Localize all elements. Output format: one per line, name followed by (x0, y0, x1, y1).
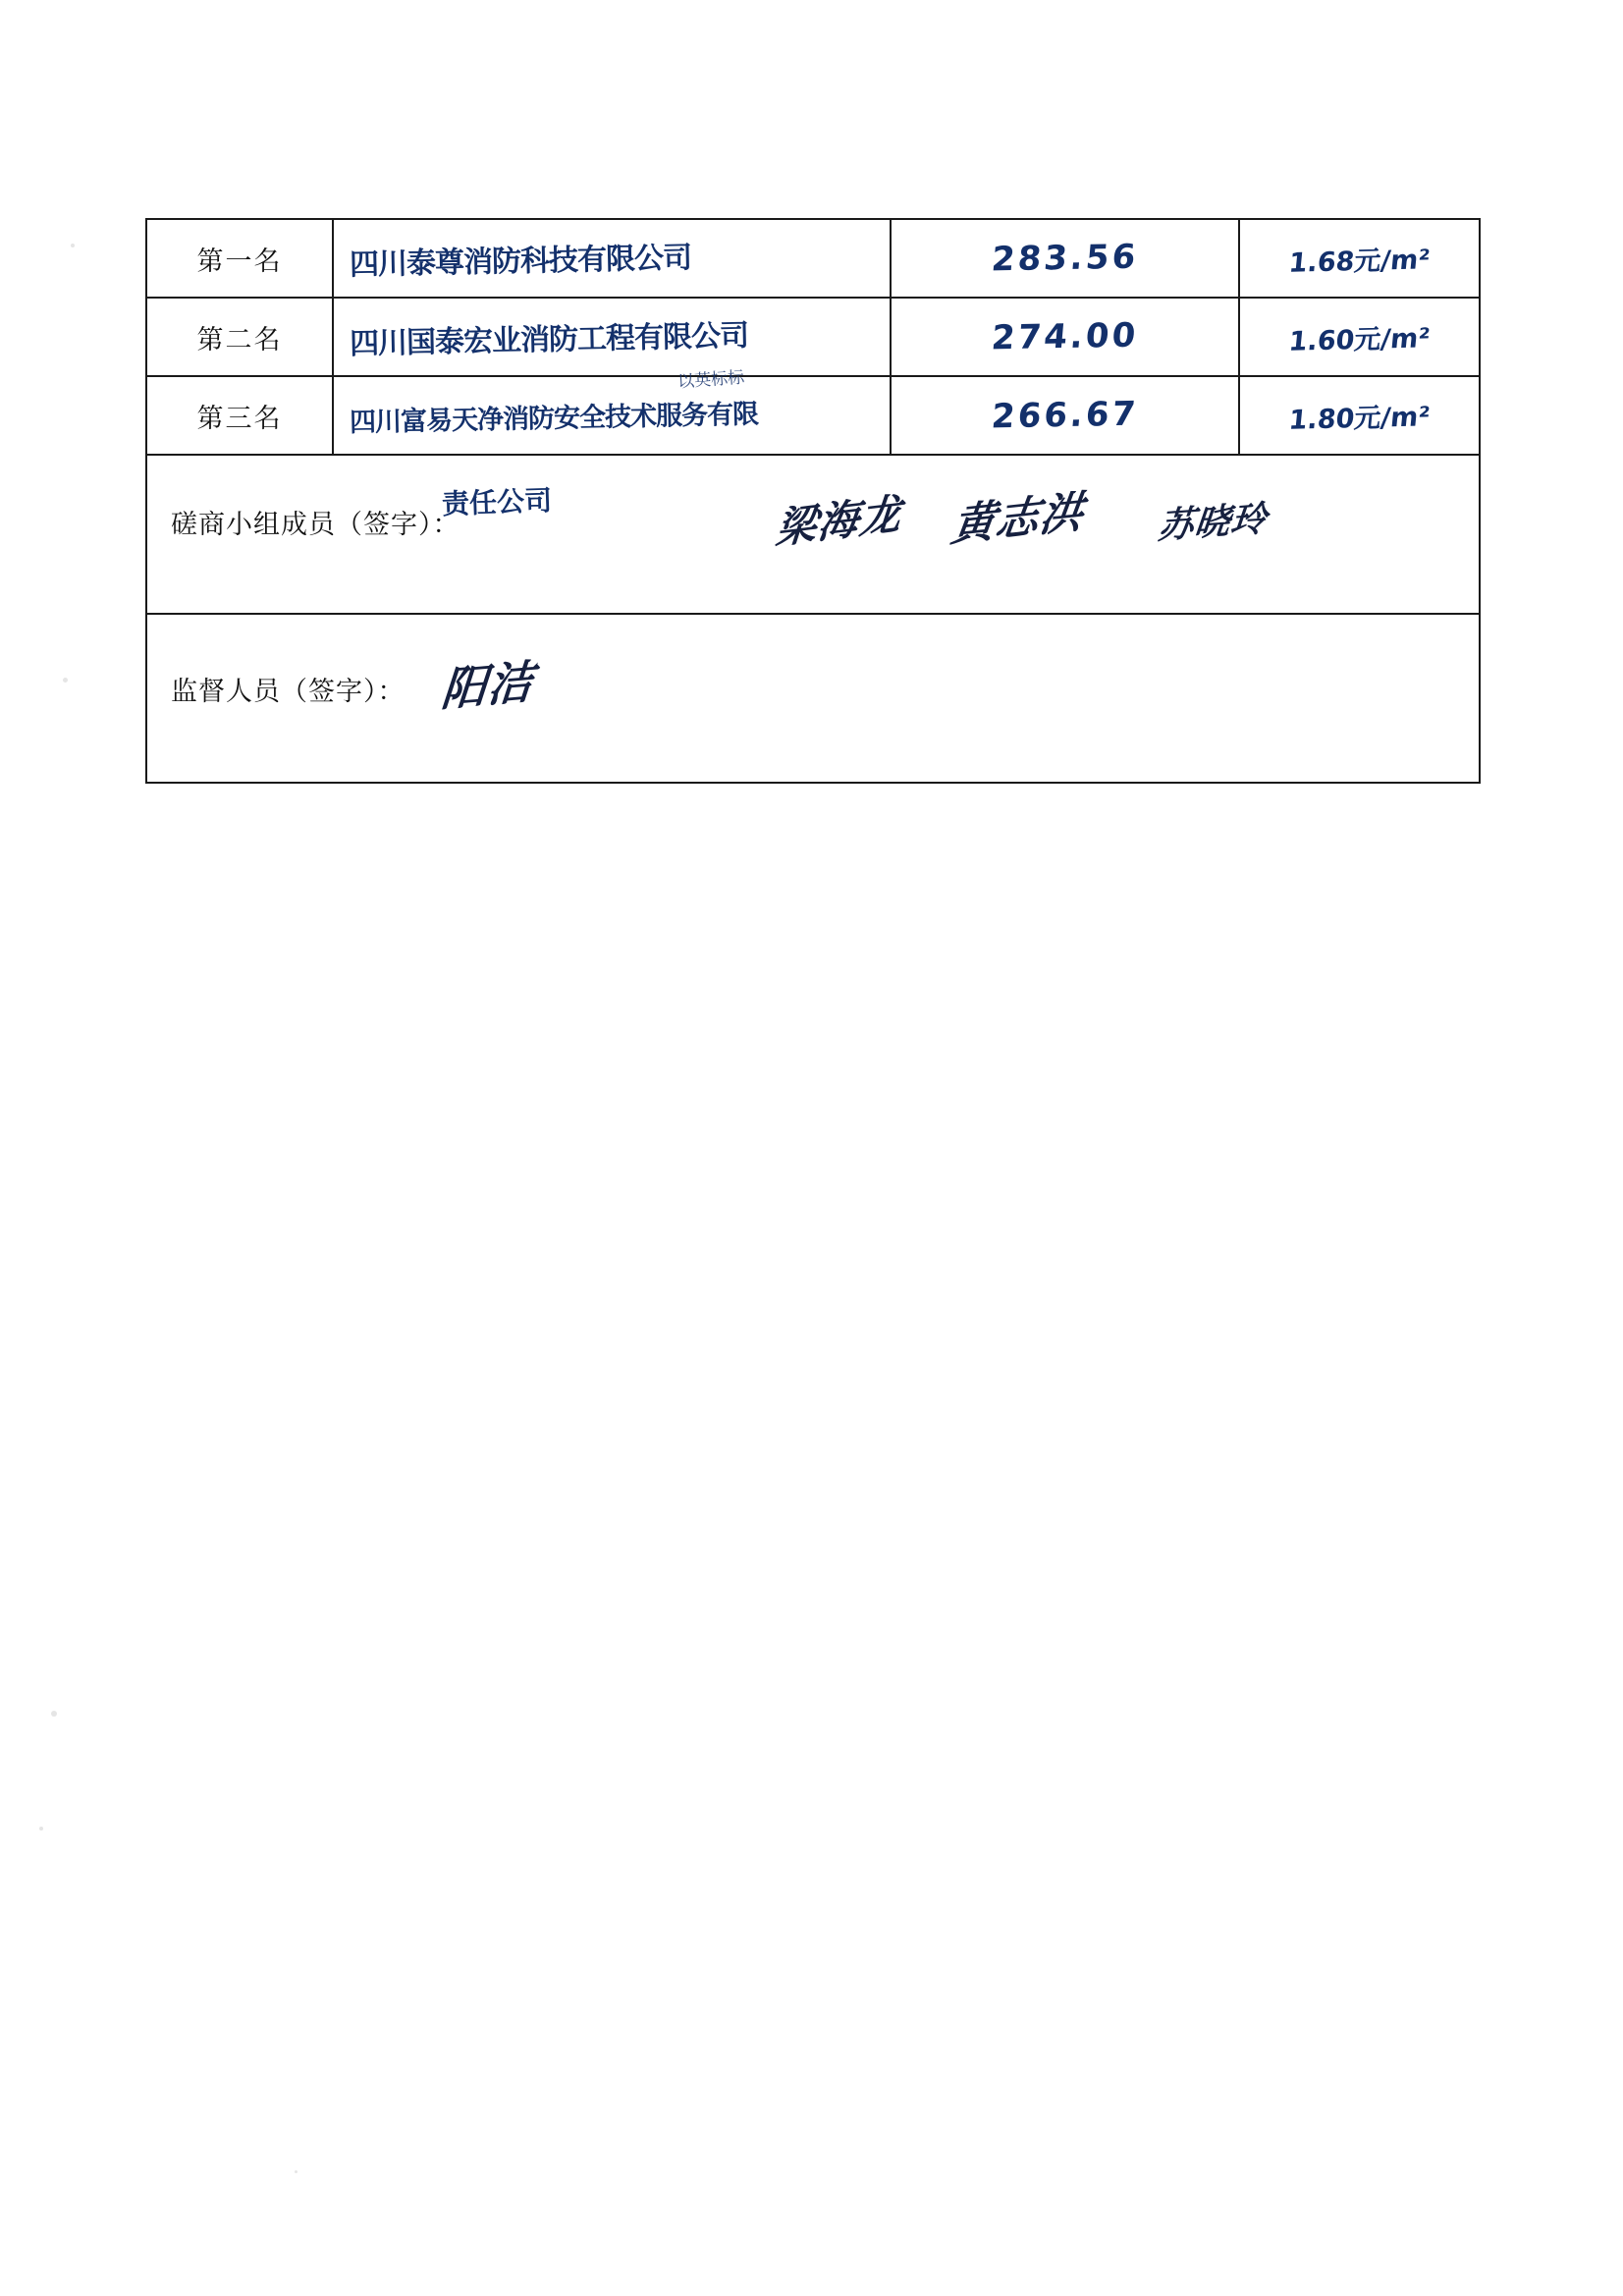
score-cell (891, 376, 1239, 455)
scan-speck (39, 1827, 43, 1831)
evaluation-result-table (145, 218, 1481, 784)
supplier-cell (333, 376, 891, 455)
rank-cell: 第三名 (146, 376, 333, 455)
score-cell (891, 298, 1239, 376)
table-row (146, 298, 1480, 376)
scan-speck (71, 244, 75, 247)
supervisor-signature-label: 监督人员（签字）： (171, 677, 406, 706)
scan-speck (295, 2170, 298, 2173)
price-cell (1239, 376, 1480, 455)
supplier-handwriting: 四川富易天净消防安全技术服务有限 (349, 398, 759, 438)
supplier-handwriting: 四川国泰宏业消防工程有限公司 (349, 318, 749, 362)
signature-supervisor: 阳洁 (439, 654, 536, 717)
score-handwriting: 283.56 (990, 237, 1140, 280)
panel-signature-label: 磋商小组成员（签字）： (171, 510, 460, 539)
price-cell (1239, 298, 1480, 376)
panel-signature-row (146, 455, 1480, 614)
supplier-cell (333, 298, 891, 376)
rank-cell: 第二名 (146, 298, 333, 376)
supplier-cell (333, 219, 891, 298)
score-handwriting: 266.67 (990, 394, 1140, 437)
signature-member-1: 梁海龙 (774, 488, 904, 554)
scan-speck (51, 1711, 57, 1717)
supplier-name-continuation: 责任公司 (441, 484, 553, 520)
score-cell (891, 219, 1239, 298)
supervisor-signature-row (146, 614, 1480, 783)
supplier-handwriting: 四川泰尊消防科技有限公司 (349, 241, 692, 283)
score-handwriting: 274.00 (990, 315, 1140, 358)
table-row (146, 219, 1480, 298)
price-handwriting: 1.80元/m² (1287, 401, 1432, 436)
panel-signature-cell (146, 455, 1480, 614)
rank-cell: 第一名 (146, 219, 333, 298)
supervisor-signature-cell (146, 614, 1480, 783)
signature-member-2: 黄志洪 (948, 486, 1088, 552)
price-cell (1239, 219, 1480, 298)
signature-member-3: 苏晓玲 (1156, 497, 1270, 548)
scan-speck (63, 678, 68, 683)
price-handwriting: 1.60元/m² (1287, 322, 1432, 357)
table-row (146, 376, 1480, 455)
row2-annotation: 以英标标 (676, 367, 745, 393)
price-handwriting: 1.68元/m² (1287, 244, 1432, 279)
